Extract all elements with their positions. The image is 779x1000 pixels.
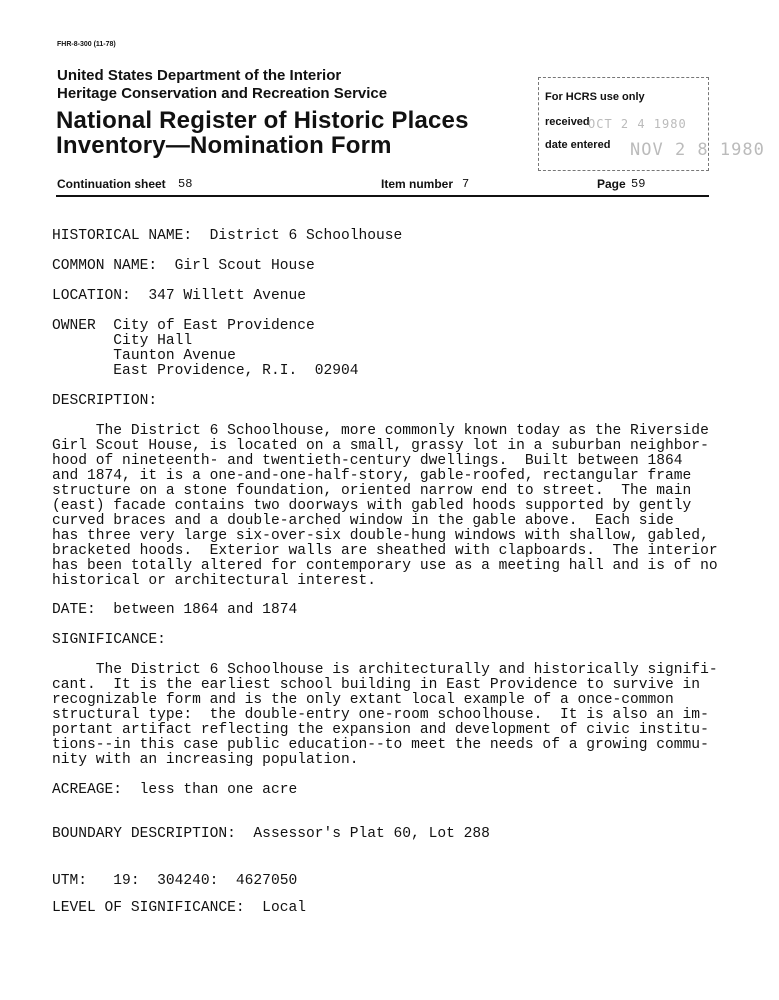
- significance-text-line: tions--in this case public education--to meet the needs of a growing commu-: [52, 737, 709, 753]
- boundary-description-field: BOUNDARY DESCRIPTION: Assessor's Plat 60, Lot 288: [52, 826, 490, 842]
- description-text-line: Girl Scout House, is located on a small, grassy lot in a suburban neighbor-: [52, 438, 709, 454]
- description-heading: DESCRIPTION:: [52, 393, 158, 409]
- received-date-stamp: OCT 2 4 1980: [588, 117, 687, 131]
- significance-text-line: cant. It is the earliest school building in East Providence to survive in: [52, 677, 701, 693]
- significance-heading: SIGNIFICANCE:: [52, 632, 166, 648]
- description-text-line: (east) facade contains two doorways with gabled hoods supported by gently: [52, 498, 692, 514]
- date-field: DATE: between 1864 and 1874: [52, 602, 298, 618]
- item-number-value: 7: [462, 177, 470, 191]
- description-text-line: structure on a stone foundation, oriented narrow end to street. The main: [52, 483, 692, 499]
- header-rule: [56, 195, 709, 197]
- owner-address-line: Taunton Avenue: [52, 348, 236, 364]
- date-entered-stamp: NOV 2 8 1980: [630, 140, 765, 160]
- form-code: FHR-8-300 (11-78): [57, 41, 116, 48]
- page-label: Page: [597, 177, 626, 191]
- page-value: 59: [631, 177, 646, 191]
- owner-field: OWNER City of East Providence: [52, 318, 315, 334]
- description-text-line: and 1874, it is a one-and-one-half-story, gable-roofed, rectangular frame: [52, 468, 692, 484]
- historical-name-field: HISTORICAL NAME: District 6 Schoolhouse: [52, 228, 403, 244]
- description-text-line: has been totally altered for contemporary use as a meeting hall and is of no: [52, 558, 718, 574]
- date-entered-label: date entered: [545, 139, 611, 151]
- acreage-field: ACREAGE: less than one acre: [52, 782, 298, 798]
- form-title-line-2: Inventory—Nomination Form: [56, 132, 392, 159]
- significance-text-line: structural type: the double-entry one-room schoolhouse. It is also an im-: [52, 707, 709, 723]
- owner-address-line: East Providence, R.I. 02904: [52, 363, 359, 379]
- description-text-line: The District 6 Schoolhouse, more commonly known today as the Riverside: [52, 423, 709, 439]
- description-text-line: curved braces and a double-arched window in the gable above. Each side: [52, 513, 674, 529]
- received-label: received: [545, 116, 590, 128]
- level-of-significance-field: LEVEL OF SIGNIFICANCE: Local: [52, 900, 306, 916]
- utm-field: UTM: 19: 304240: 4627050: [52, 873, 298, 889]
- agency-line-2: Heritage Conservation and Recreation Service: [57, 85, 388, 102]
- significance-text-line: recognizable form and is the only extant local example of a once-common: [52, 692, 674, 708]
- description-text-line: bracketed hoods. Exterior walls are sheathed with clapboards. The interior: [52, 543, 718, 559]
- significance-text-line: portant artifact reflecting the expansion and development of civic institu-: [52, 722, 709, 738]
- description-text-line: hood of nineteenth- and twentieth-century dwellings. Built between 1864: [52, 453, 683, 469]
- form-title-line-1: National Register of Historic Places: [56, 107, 469, 134]
- hcrs-box-title: For HCRS use only: [545, 91, 645, 103]
- item-number-label: Item number: [381, 177, 454, 191]
- common-name-field: COMMON NAME: Girl Scout House: [52, 258, 315, 274]
- description-text-line: historical or architectural interest.: [52, 573, 377, 589]
- significance-text-line: nity with an increasing population.: [52, 752, 359, 768]
- location-field: LOCATION: 347 Willett Avenue: [52, 288, 306, 304]
- agency-line-1: United States Department of the Interior: [57, 67, 342, 84]
- continuation-sheet-label: Continuation sheet: [57, 177, 166, 191]
- description-text-line: has three very large six-over-six double-hung windows with shallow, gabled,: [52, 528, 709, 544]
- continuation-sheet-value: 58: [178, 177, 193, 191]
- owner-address-line: City Hall: [52, 333, 193, 349]
- significance-text-line: The District 6 Schoolhouse is architecturally and historically signifi-: [52, 662, 718, 678]
